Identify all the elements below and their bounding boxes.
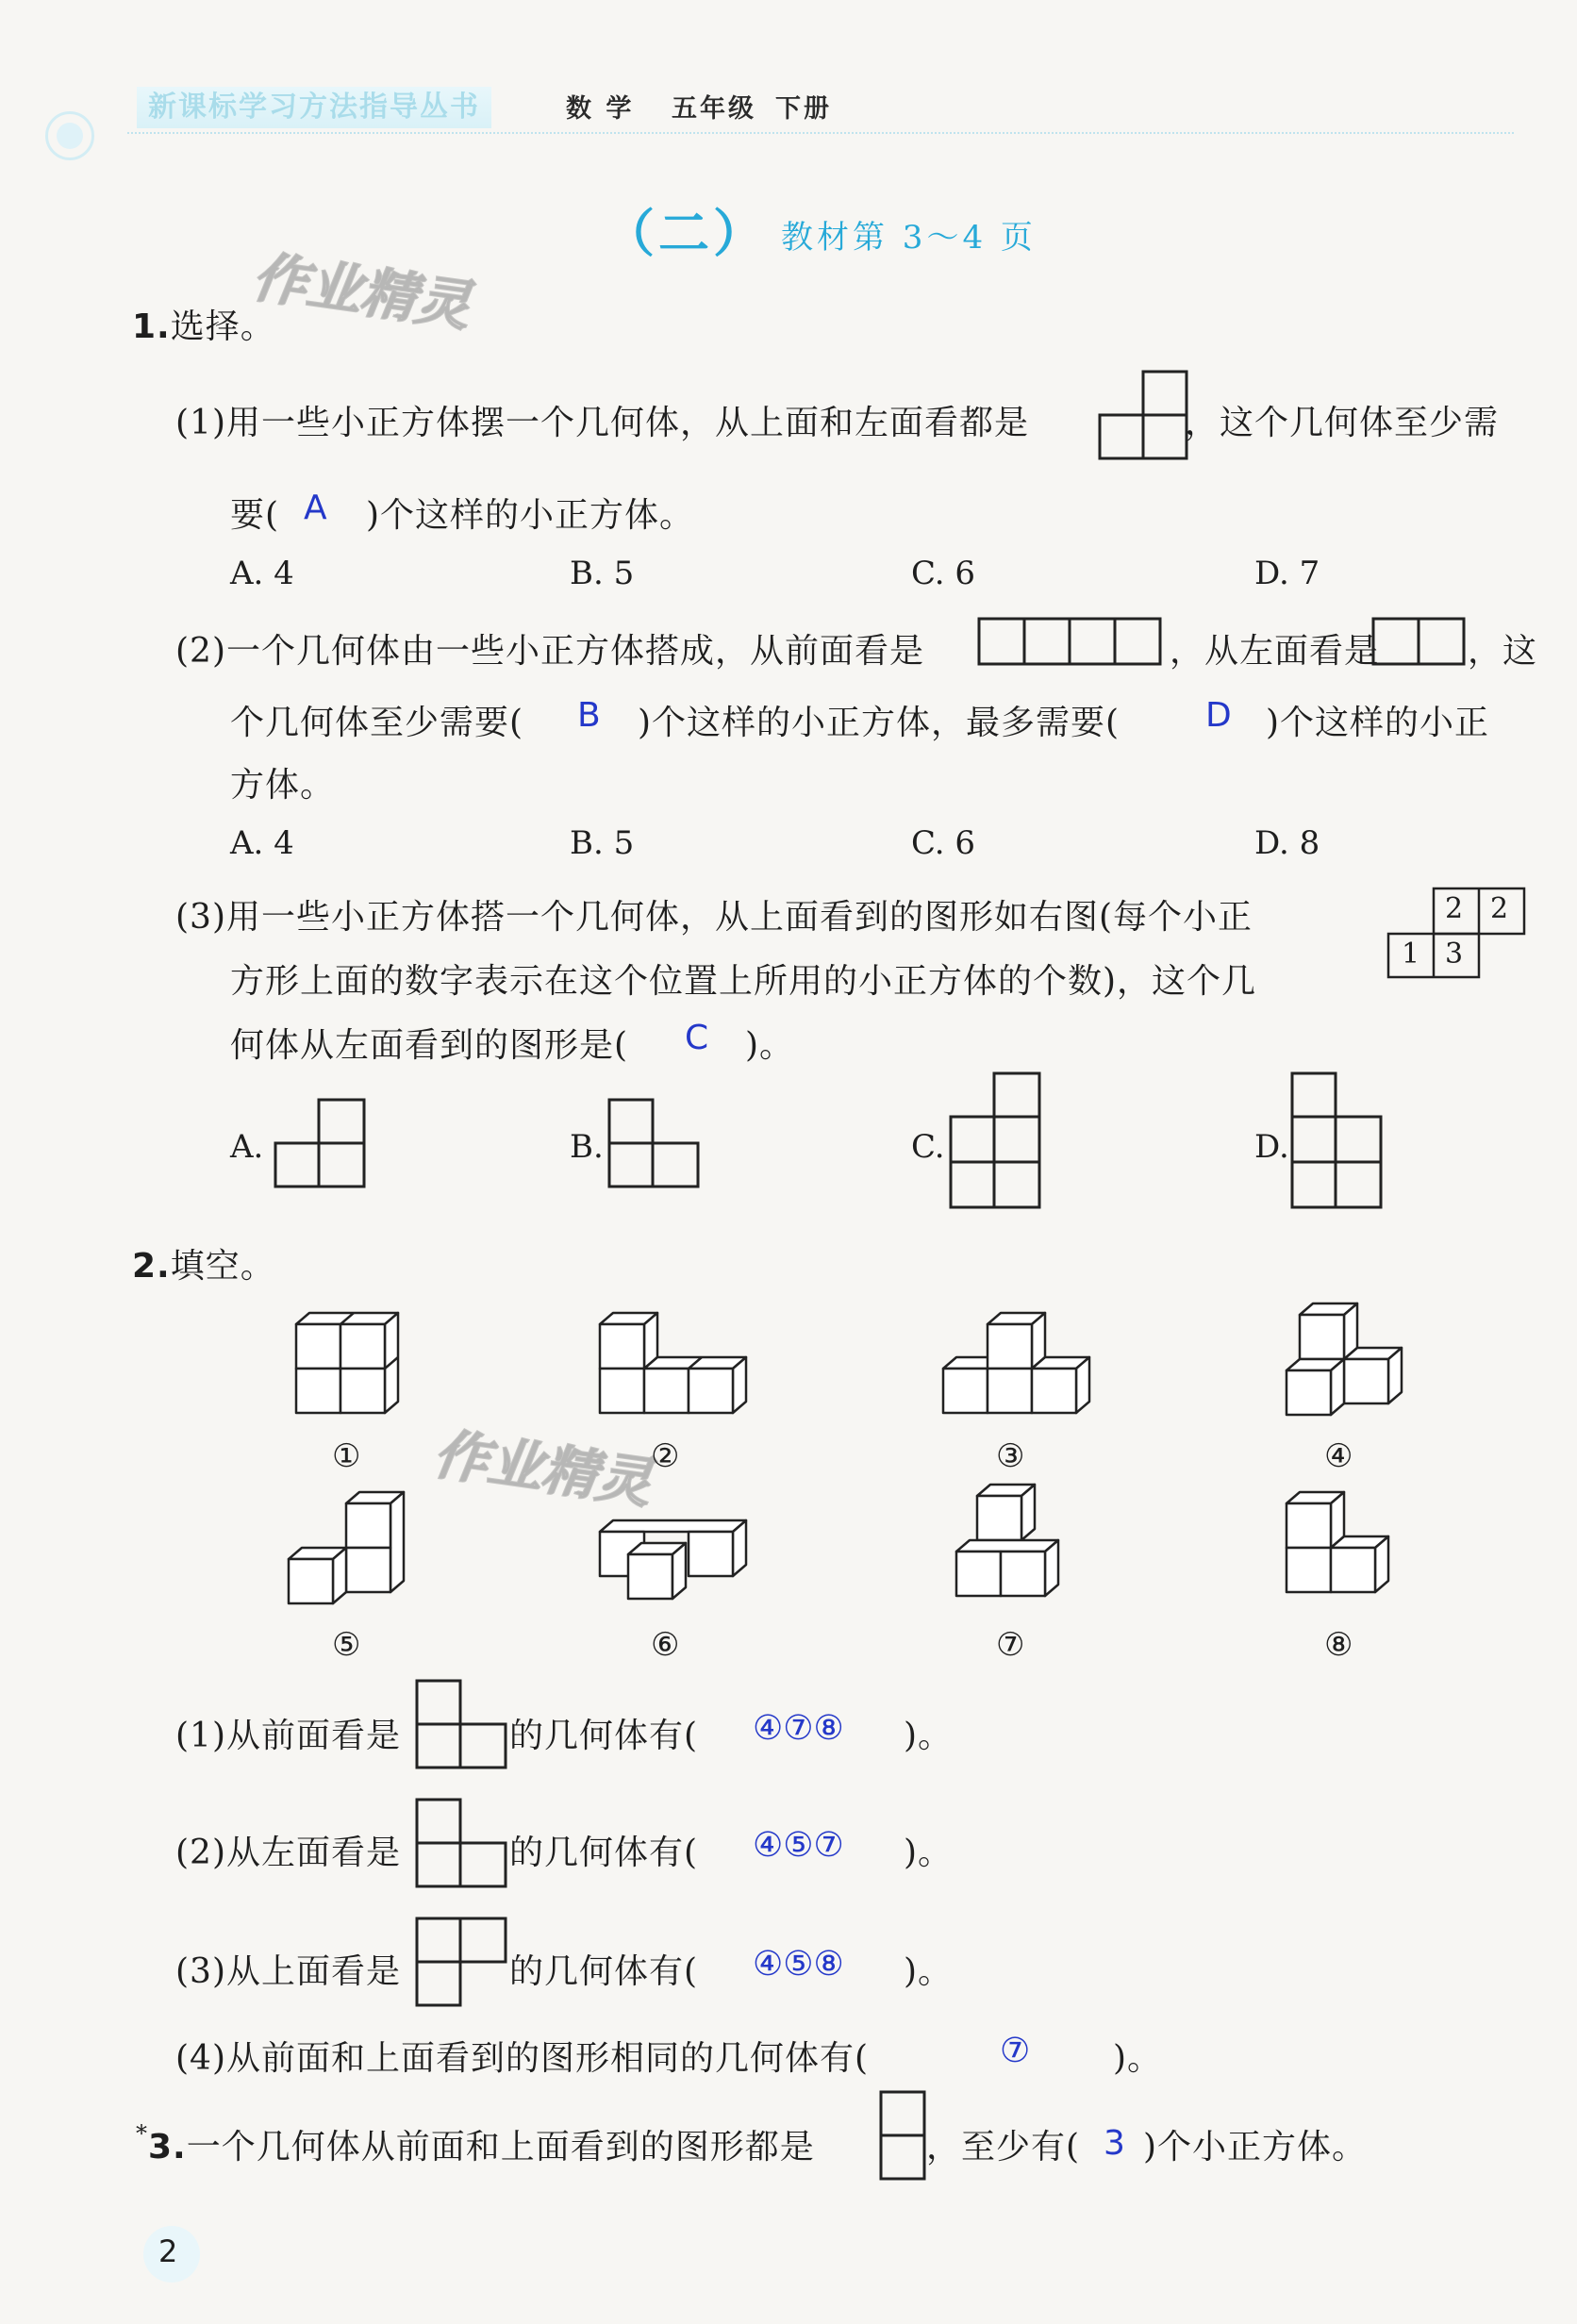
q2-item2-shape [415,1798,509,1890]
q1-p1-option-c: C. 6 [911,555,976,592]
header-decoration-circle [45,111,94,160]
q2-item1-prefix: (1)从前面看是 [175,1717,401,1755]
q2-item3-suffix: 的几何体有( [509,1952,699,1991]
section-subtitle: 教材第 3～4 页 [781,219,1037,257]
q3-star: * [136,2120,148,2147]
watermark-middle: 作业精灵 [429,1421,656,1516]
q1-p3-option-a-label: A. [230,1128,264,1166]
q2-number: 2. [132,1247,171,1286]
section-title: （二） [604,203,768,263]
q2-item3-end: )。 [904,1952,954,1991]
q1-p1-line1b: ，这个几何体至少需 [1185,404,1500,442]
q1-p1-line2a: 要( [230,496,280,535]
q1-p3-option-c-label: C. [911,1128,945,1166]
grid-cell-top-right: 2 [1490,892,1509,925]
top-view-number-grid [1386,887,1526,981]
figure-label-1: ① [332,1437,361,1475]
solid-figure-5 [283,1490,415,1622]
grade-label: 五年级 [672,94,756,124]
q1-p1-answer: A [304,489,327,527]
view-shape-l [1098,370,1188,460]
q1-p2-line1b: ，从左面看是 [1170,632,1380,671]
q1-p1-line1a: (1)用一些小正方体摆一个几何体，从上面和左面看都是 [175,404,1029,442]
q2-title: 填空。 [170,1247,275,1286]
q2-item3-answer: ④⑤⑧ [753,1945,844,1984]
q2-item3-prefix: (3)从上面看是 [175,1952,401,1991]
q1-p3-line1: (3)用一些小正方体搭一个几何体，从上面看到的图形如右图(每个小正 [175,898,1253,937]
q1-p2-line1c: ，这 [1468,632,1538,671]
q1-header [132,300,275,348]
q1-p2-answer-min: B [577,696,601,735]
q1-p1-option-a: A. 4 [230,555,294,592]
q1-p2-line2a: 个几何体至少需要( [230,704,524,742]
q3-prefix: 一个几何体从前面和上面看到的图形都是 [186,2128,815,2166]
q1-p1-option-b: B. 5 [570,555,635,592]
figure-label-3: ③ [996,1437,1025,1475]
q3-line [136,2120,815,2168]
left-view-row-of-two [1371,617,1466,666]
q1-p3-option-d-shape [1290,1071,1385,1211]
figure-label-4: ④ [1324,1437,1353,1475]
q1-p2-line3: 方体。 [230,766,336,805]
watermark-top: 作业精灵 [248,244,474,339]
q2-item2-prefix: (2)从左面看是 [175,1834,401,1872]
solid-figure-8 [1277,1490,1409,1622]
q3-end: )个小正方体。 [1143,2128,1368,2166]
grid-cell-bottom-middle: 3 [1445,938,1464,971]
q2-item1-suffix: 的几何体有( [509,1717,699,1755]
q1-p3-line3a: 何体从左面看到的图形是( [230,1026,629,1065]
q1-p3-option-a-shape [274,1098,368,1190]
q1-p2-option-b: B. 5 [570,824,635,862]
q2-item2-end: )。 [904,1834,954,1872]
q2-item4-end: )。 [1113,2039,1163,2078]
q1-p2-option-c: C. 6 [911,824,976,862]
series-title: 新课标学习方法指导丛书 [137,87,491,128]
figure-label-5: ⑤ [332,1626,361,1664]
q3-number: 3. [148,2128,187,2166]
q2-item1-end: )。 [904,1717,954,1755]
q1-p2-line1a: (2)一个几何体由一些小正方体搭成，从前面看是 [175,632,924,671]
q1-p3-option-c-shape [949,1071,1043,1211]
front-view-row-of-four [977,617,1162,666]
q2-item4-answer: ⑦ [1000,2032,1031,2070]
figure-label-6: ⑥ [651,1626,680,1664]
volume-label: 下册 [775,94,832,124]
q2-header [132,1239,275,1287]
q1-p3-option-d-label: D. [1254,1128,1289,1166]
q1-p3-option-b-label: B. [570,1128,604,1166]
q1-p1-line2b: )个这样的小正方体。 [366,496,695,535]
q2-item2-answer: ④⑤⑦ [753,1826,844,1865]
q1-p2-option-a: A. 4 [230,824,294,862]
q1-p1-option-d: D. 7 [1254,555,1320,592]
subject-label: 数 学 [566,94,635,124]
q3-middle: ，至少有( [926,2128,1081,2166]
q2-item3-shape [415,1917,509,2009]
page-number: 2 [158,2233,178,2269]
figure-label-2: ② [651,1437,680,1475]
solid-figure-7 [947,1483,1079,1624]
q1-number: 1. [132,307,171,346]
solid-figure-3 [934,1311,1104,1434]
solid-figure-6 [590,1519,760,1622]
q1-p3-line2: 方形上面的数字表示在这个位置上所用的小正方体的个数)，这个几 [230,962,1257,1001]
q2-item2-suffix: 的几何体有( [509,1834,699,1872]
q1-p3-option-b-shape [607,1098,702,1190]
q1-p3-answer: C [685,1019,709,1057]
q3-shape-vertical-two [879,2090,928,2184]
grid-cell-bottom-left: 1 [1402,938,1420,971]
q1-p3-line3b: )。 [745,1026,795,1065]
solid-figure-1 [287,1311,409,1434]
q2-item4-prefix: (4)从前面和上面看到的图形相同的几何体有( [175,2039,870,2078]
q1-p2-option-d: D. 8 [1254,824,1320,862]
grid-cell-top-middle: 2 [1445,892,1464,925]
q1-p2-line2c: )个这样的小正 [1266,704,1490,742]
q1-p2-line2b: )个这样的小正方体，最多需要( [638,704,1120,742]
solid-figure-2 [590,1311,760,1434]
q1-title: 选择。 [170,307,275,346]
figure-label-7: ⑦ [996,1626,1025,1664]
q2-item1-answer: ④⑦⑧ [753,1709,844,1748]
q2-item1-shape [415,1679,509,1771]
solid-figure-4 [1277,1302,1409,1434]
q3-answer: 3 [1104,2124,1125,2163]
figure-label-8: ⑧ [1324,1626,1353,1664]
q1-p2-answer-max: D [1205,696,1232,735]
